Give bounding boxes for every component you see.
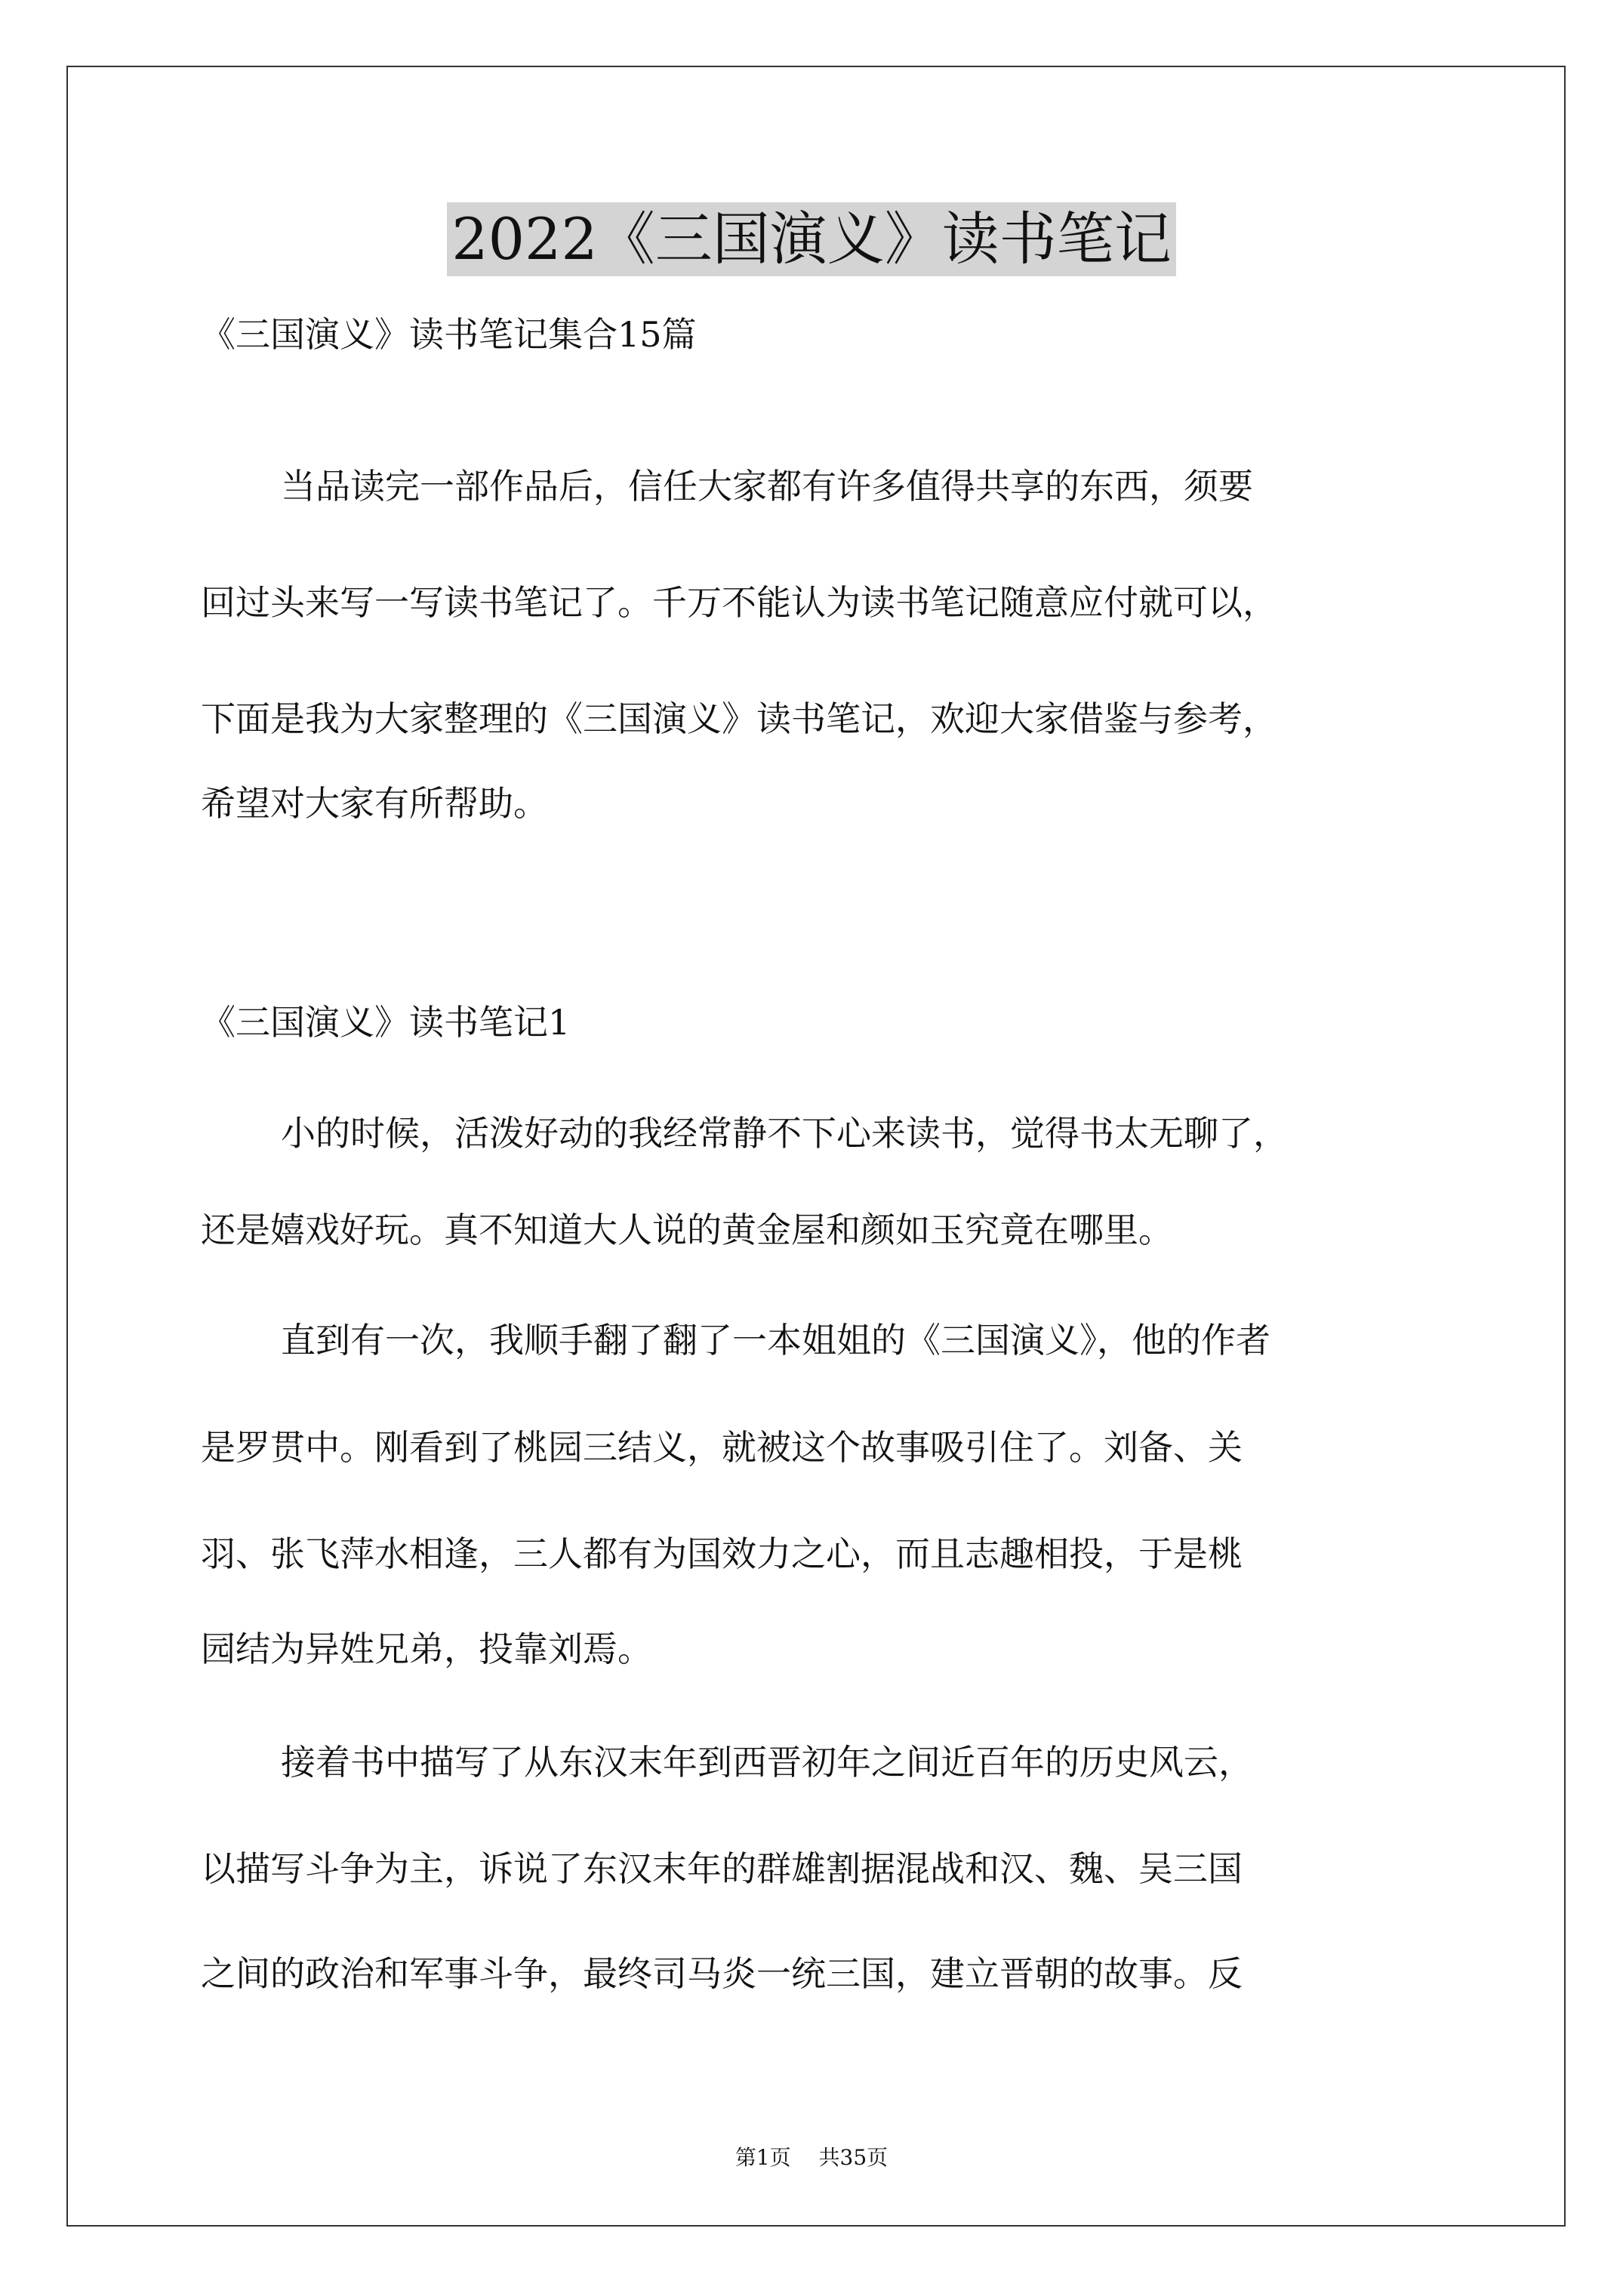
document-title: 2022《三国演义》读书笔记 [447, 202, 1175, 276]
section-heading-1: 《三国演义》读书笔记1 [201, 1002, 571, 1043]
body-line-4: 是罗贯中。刚看到了桃园三结义，就被这个故事吸引住了。刘备、关 [201, 1427, 1243, 1468]
intro-line-2: 回过头来写一写读书笔记了。千万不能认为读书笔记随意应付就可以， [201, 582, 1277, 623]
body-line-6: 园结为异姓兄弟，投靠刘焉。 [201, 1629, 652, 1669]
page-footer [0, 2143, 1623, 2173]
intro-line-4: 希望对大家有所帮助。 [201, 783, 548, 824]
body-line-1: 小的时候，活泼好动的我经常静不下心来读书，觉得书太无聊了， [281, 1113, 1288, 1154]
page-total: 共35页 [818, 2145, 888, 2170]
page-number: 第1页 [735, 2145, 791, 2170]
body-line-9: 之间的政治和军事斗争，最终司马炎一统三国，建立晋朝的故事。反 [201, 1953, 1243, 1994]
body-line-2: 还是嬉戏好玩。真不知道大人说的黄金屋和颜如玉究竟在哪里。 [201, 1210, 1173, 1250]
body-line-7: 接着书中描写了从东汉末年到西晋初年之间近百年的历史风云， [281, 1742, 1253, 1783]
body-line-5: 羽、张飞萍水相逢，三人都有为国效力之心，而且志趣相投，于是桃 [201, 1533, 1243, 1574]
title-container [0, 202, 1623, 276]
intro-line-1: 当品读完一部作品后，信任大家都有许多值得共享的东西，须要 [281, 466, 1253, 507]
body-line-8: 以描写斗争为主，诉说了东汉末年的群雄割据混战和汉、魏、吴三国 [201, 1848, 1243, 1889]
collection-subtitle: 《三国演义》读书笔记集合15篇 [201, 314, 697, 355]
body-line-3: 直到有一次，我顺手翻了翻了一本姐姐的《三国演义》，他的作者 [281, 1320, 1270, 1361]
intro-line-3: 下面是我为大家整理的《三国演义》读书笔记，欢迎大家借鉴与参考， [201, 698, 1277, 739]
